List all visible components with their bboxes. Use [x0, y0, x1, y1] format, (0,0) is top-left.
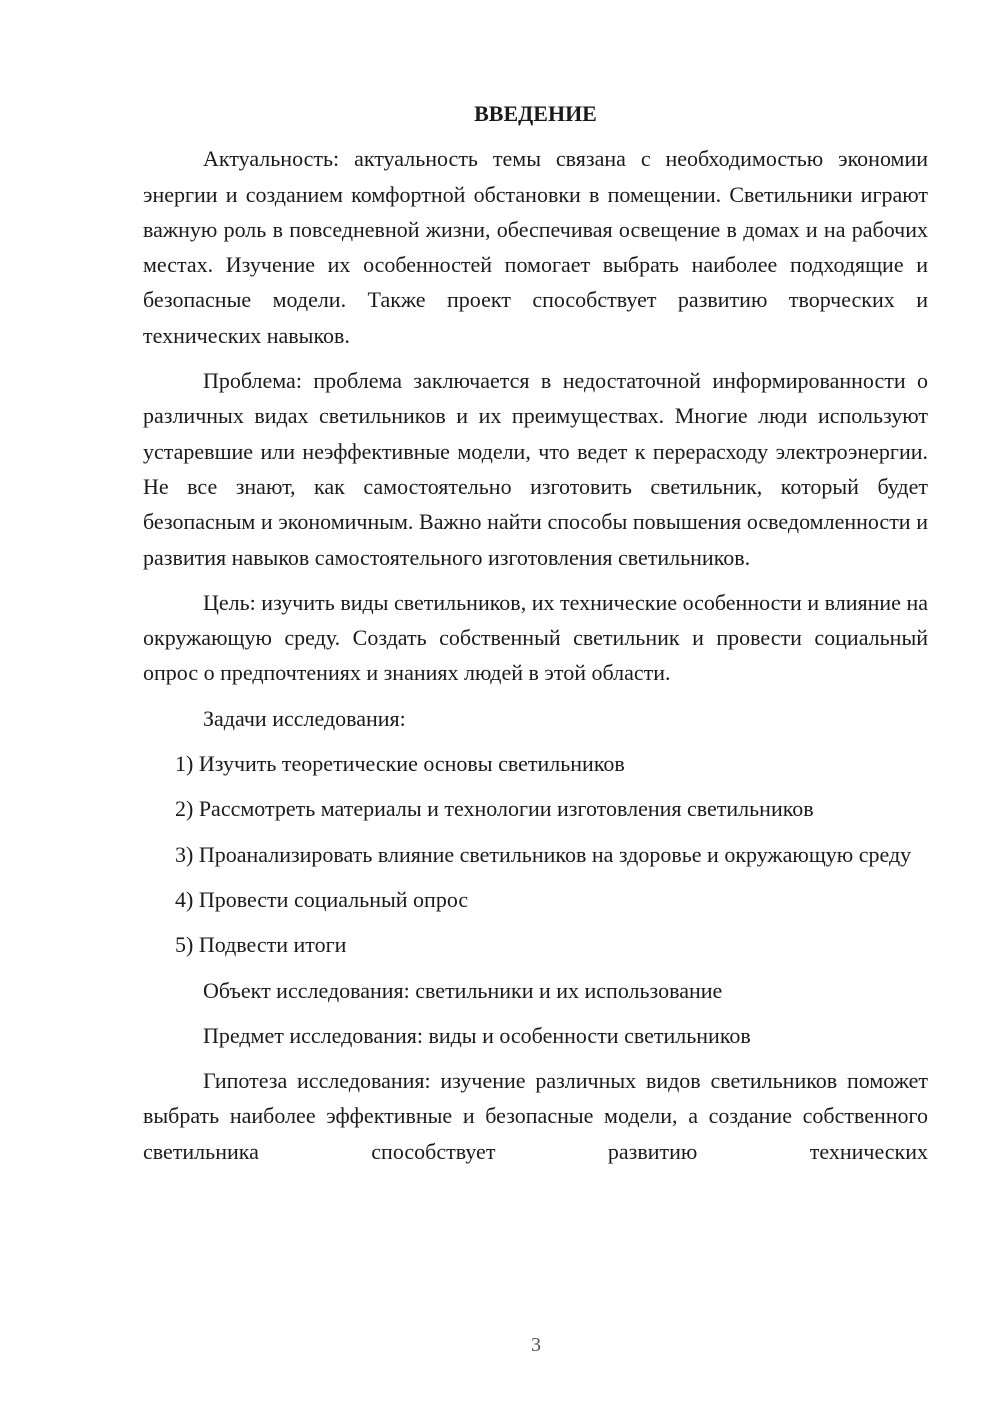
task-item-4: 4) Провести социальный опрос — [175, 886, 469, 912]
problem-paragraph: Проблема: проблема заключается в недостаточной информированности о различных видах светильников и их преимуществах. Многие люди используют устаревшие или неэффективные модели, что ведет к перерасходу электроэнергии. Не все знают, как самостоятельно изготовить светильник, который будет безопасным и экономичным. Важно найти способы повышения осведомленности и развития навыков самостоятельного изготовления светильников. — [143, 368, 928, 570]
task-item-1: 1) Изучить теоретические основы светильников — [175, 751, 625, 777]
hypothesis-paragraph: Гипотеза исследования: изучение различных видов светильников поможет выбрать наиболее эффективные и безопасные модели, а создание собственного светильника способствует развитию технических — [143, 1068, 928, 1164]
page-number: 3 — [531, 1334, 541, 1356]
section-title: ВВЕДЕНИЕ — [474, 101, 597, 126]
research-subject: Предмет исследования: виды и особенности светильников — [203, 1022, 751, 1048]
research-object: Объект исследования: светильники и их использование — [203, 977, 723, 1003]
task-item-5: 5) Подвести итоги — [175, 932, 347, 958]
page-content — [143, 96, 928, 1179]
task-item-3: 3) Проанализировать влияние светильников на здоровье и окружающую среду — [175, 841, 912, 867]
tasks-heading: Задачи исследования: — [203, 705, 406, 731]
relevance-paragraph: Актуальность: актуальность темы связана с необходимостью экономии энергии и созданием комфортной обстановки в помещении. Светильники играют важную роль в повседневной жизни, обеспечивая освещение в домах и на рабочих местах. Изучение их особенностей помогает выбрать наиболее подходящие и безопасные модели. Также проект способствует развитию творческих и технических навыков. — [143, 146, 928, 348]
task-item-2: 2) Рассмотреть материалы и технологии изготовления светильников — [175, 796, 814, 822]
goal-paragraph: Цель: изучить виды светильников, их технические особенности и влияние на окружающую среду. Создать собственный светильник и провести социальный опрос о предпочтениях и знаниях людей в этой области. — [143, 589, 928, 686]
